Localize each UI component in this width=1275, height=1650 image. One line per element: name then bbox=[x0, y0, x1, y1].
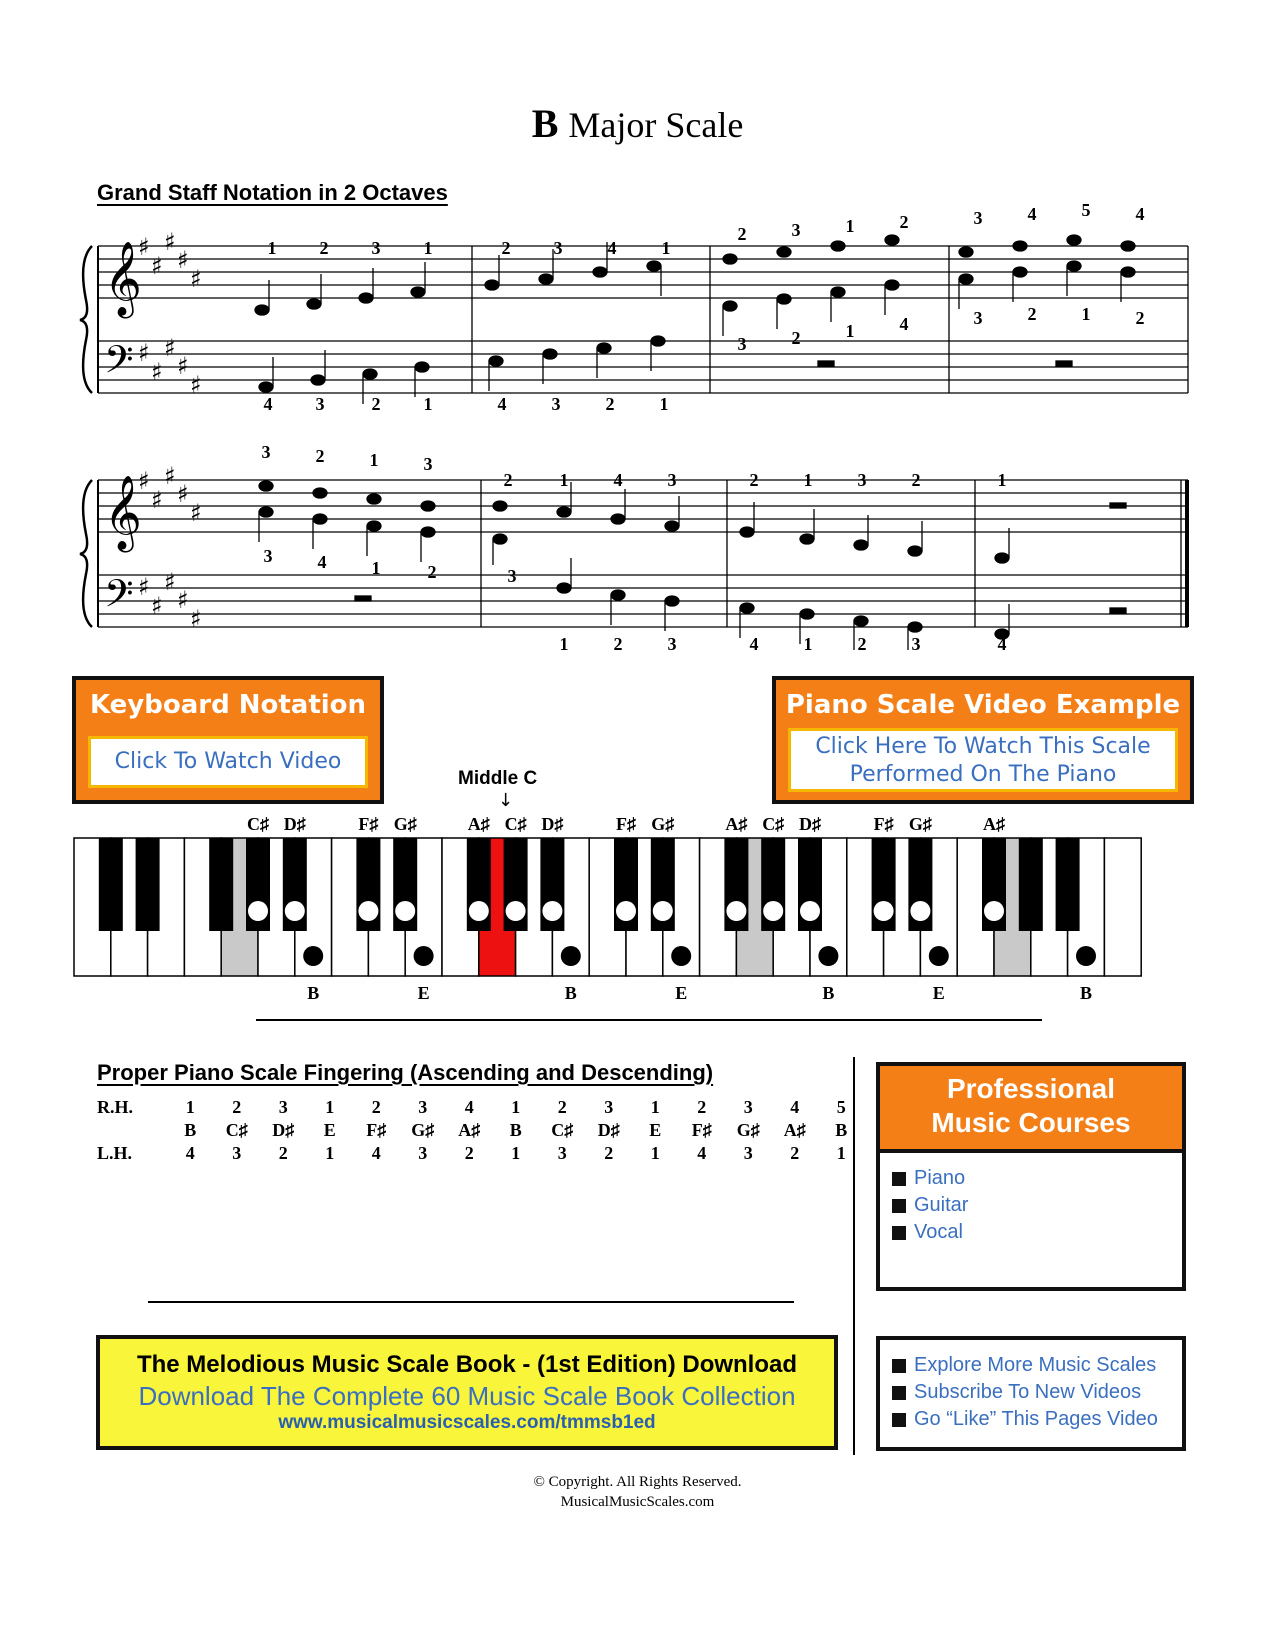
black-key bbox=[136, 838, 160, 931]
treble-clef-icon-2: 𝄞 bbox=[104, 476, 142, 550]
fingering-num: 3 bbox=[315, 394, 325, 414]
black-key-label: F♯ bbox=[358, 814, 379, 834]
svg-text:♯: ♯ bbox=[190, 605, 202, 633]
svg-text:♯: ♯ bbox=[138, 467, 150, 495]
fingering-num: 2 bbox=[1135, 308, 1145, 328]
rh-finger: 2 bbox=[557, 1097, 567, 1117]
video-example-box bbox=[772, 676, 1194, 804]
black-key-label: F♯ bbox=[616, 814, 636, 834]
site-name: MusicalMusicScales.com bbox=[560, 1494, 715, 1510]
scale-note: G♯ bbox=[736, 1120, 760, 1140]
scale-dot bbox=[542, 901, 562, 921]
piano-keyboard bbox=[0, 800, 1275, 1015]
rh-finger: 3 bbox=[418, 1097, 428, 1117]
watch-scale-performed-link[interactable] bbox=[788, 728, 1178, 792]
svg-text:♯: ♯ bbox=[164, 228, 176, 256]
black-key-label: F♯ bbox=[873, 814, 894, 834]
fingering-num: 3 bbox=[667, 470, 677, 490]
rh-finger: 1 bbox=[511, 1097, 521, 1117]
course-link-guitar[interactable]: Guitar bbox=[892, 1192, 1182, 1219]
svg-text:♯: ♯ bbox=[177, 246, 189, 274]
lh-finger: 4 bbox=[371, 1143, 381, 1163]
scale-dot bbox=[984, 901, 1004, 921]
fingering-table bbox=[97, 1096, 865, 1165]
white-keys bbox=[74, 838, 1141, 976]
black-key-label: D♯ bbox=[799, 814, 821, 834]
black-key bbox=[209, 838, 233, 931]
scale-dot bbox=[469, 901, 489, 921]
fingering-num: 2 bbox=[749, 470, 759, 490]
svg-text:♯: ♯ bbox=[164, 334, 176, 362]
fingering-num: 4 bbox=[749, 634, 759, 650]
scale-dot bbox=[671, 946, 691, 966]
fingering-num: 3 bbox=[507, 566, 517, 586]
book-url-link[interactable]: www.musicalmusicscales.com/tmmsb1ed bbox=[278, 1412, 656, 1433]
lh-row bbox=[97, 1142, 865, 1165]
scale-note: C♯ bbox=[225, 1120, 248, 1140]
scale-dot bbox=[763, 901, 783, 921]
course-link-piano[interactable]: Piano bbox=[892, 1165, 1182, 1192]
bass-clef-icon-2: 𝄢 bbox=[104, 571, 134, 625]
fingering-heading: Proper Piano Scale Fingering (Ascending and Descending) bbox=[97, 1060, 714, 1085]
key-signature-sharps bbox=[138, 228, 202, 633]
scale-dot bbox=[358, 901, 378, 921]
lh-finger: 1 bbox=[511, 1143, 521, 1163]
fingering-num: 1 bbox=[423, 238, 433, 258]
lh-finger: 1 bbox=[325, 1143, 335, 1163]
lh-finger: 2 bbox=[464, 1143, 474, 1163]
down-arrow-icon: ↓ bbox=[498, 790, 514, 811]
lh-finger: 3 bbox=[418, 1143, 428, 1163]
keyboard-notation-title: Keyboard Notation bbox=[89, 690, 367, 720]
fingering-num: 4 bbox=[899, 314, 909, 334]
fingering-num: 2 bbox=[501, 238, 511, 258]
white-key-label: B bbox=[1079, 983, 1093, 1003]
scale-note: A♯ bbox=[783, 1120, 806, 1140]
fingering-num: 3 bbox=[423, 454, 433, 474]
vertical-divider bbox=[853, 1057, 855, 1455]
fingering-num: 4 bbox=[613, 470, 623, 490]
fingering-num: 3 bbox=[911, 634, 921, 650]
scale-note: B bbox=[835, 1120, 848, 1140]
fingering-num: 1 bbox=[659, 394, 669, 414]
middle-c-label: Middle C bbox=[458, 768, 538, 789]
watch-scale-link-line1[interactable]: Click Here To Watch This Scale bbox=[815, 734, 1151, 759]
rh-finger: 3 bbox=[743, 1097, 753, 1117]
rh-finger: 2 bbox=[371, 1097, 381, 1117]
white-key-label: E bbox=[932, 983, 945, 1003]
white-key bbox=[1104, 838, 1141, 976]
square-bullet-icon bbox=[892, 1413, 906, 1427]
lh-finger: 1 bbox=[836, 1143, 846, 1163]
grand-staff-heading: Grand Staff Notation in 2 Octaves bbox=[97, 180, 448, 205]
white-key-label: B bbox=[307, 983, 320, 1003]
black-key-label: C♯ bbox=[504, 814, 527, 834]
fingering-num: 4 bbox=[263, 394, 273, 414]
scale-dot bbox=[285, 901, 305, 921]
fingering-num: 2 bbox=[737, 224, 747, 244]
scale-note: F♯ bbox=[691, 1120, 712, 1140]
rh-finger: 4 bbox=[790, 1097, 800, 1117]
fingering-num: 3 bbox=[263, 546, 273, 566]
lh-finger: 2 bbox=[604, 1143, 614, 1163]
fingering-num: 3 bbox=[553, 238, 563, 258]
system2-bass-staff bbox=[98, 575, 1188, 627]
white-key-label: E bbox=[417, 983, 430, 1003]
svg-text:♯: ♯ bbox=[151, 252, 163, 280]
fingering-num: 1 bbox=[371, 558, 381, 578]
scale-note: G♯ bbox=[411, 1120, 435, 1140]
scale-note: C♯ bbox=[551, 1120, 574, 1140]
lh-finger: 1 bbox=[650, 1143, 660, 1163]
scale-note: D♯ bbox=[272, 1120, 295, 1140]
scale-dot bbox=[616, 901, 636, 921]
fingering-num: 2 bbox=[605, 394, 615, 414]
lh-finger: 3 bbox=[232, 1143, 242, 1163]
svg-text:♯: ♯ bbox=[177, 480, 189, 508]
subscribe-videos-link[interactable]: Subscribe To New Videos bbox=[892, 1379, 1182, 1406]
black-key-label: C♯ bbox=[762, 814, 785, 834]
scale-note: F♯ bbox=[366, 1120, 387, 1140]
lh-label: L.H. bbox=[97, 1143, 133, 1163]
scale-dot bbox=[303, 946, 323, 966]
rh-row bbox=[97, 1096, 865, 1119]
fingering-num: 1 bbox=[423, 394, 433, 414]
fingering-num: 1 bbox=[803, 470, 813, 490]
rh-finger: 2 bbox=[232, 1097, 242, 1117]
fingering-num: 3 bbox=[973, 308, 983, 328]
rh-finger: 3 bbox=[278, 1097, 288, 1117]
click-to-watch-video-link[interactable] bbox=[88, 736, 368, 788]
click-to-watch-video-label[interactable]: Click To Watch Video bbox=[114, 749, 342, 774]
lh-finger: 4 bbox=[185, 1143, 195, 1163]
svg-text:♯: ♯ bbox=[151, 358, 163, 386]
fingering-num: 4 bbox=[1027, 204, 1037, 224]
scale-dot bbox=[874, 901, 894, 921]
copyright-text: © Copyright. All Rights Reserved. bbox=[533, 1474, 742, 1490]
fingering-num: 4 bbox=[997, 634, 1007, 650]
divider bbox=[148, 1301, 794, 1303]
fingering-num: 1 bbox=[267, 238, 277, 258]
square-bullet-icon bbox=[892, 1226, 906, 1240]
music-courses-box bbox=[876, 1062, 1186, 1291]
fingering-num: 2 bbox=[503, 470, 513, 490]
svg-text:♯: ♯ bbox=[151, 592, 163, 620]
notes-row bbox=[97, 1119, 865, 1142]
scale-dot bbox=[910, 901, 930, 921]
title-key: B bbox=[531, 101, 559, 146]
fingering-num: 1 bbox=[845, 321, 855, 341]
fingering-num: 1 bbox=[1081, 304, 1091, 324]
square-bullet-icon bbox=[892, 1172, 906, 1186]
scale-note: D♯ bbox=[597, 1120, 620, 1140]
svg-text:♯: ♯ bbox=[190, 265, 202, 293]
fingering-num: 1 bbox=[997, 470, 1007, 490]
fingering-num: 3 bbox=[791, 220, 801, 240]
title-text: Major Scale bbox=[568, 105, 744, 145]
fingering-num: 2 bbox=[857, 634, 867, 650]
fingering-num: 4 bbox=[1135, 204, 1145, 224]
svg-text:♯: ♯ bbox=[151, 486, 163, 514]
svg-text:♯: ♯ bbox=[177, 352, 189, 380]
fingering-num: 2 bbox=[319, 238, 329, 258]
fingering-num: 3 bbox=[973, 208, 983, 228]
book-title[interactable]: The Melodious Music Scale Book - (1st Edition) Download bbox=[136, 1351, 798, 1378]
black-key bbox=[99, 838, 123, 931]
lh-finger: 2 bbox=[278, 1143, 288, 1163]
scale-dot bbox=[818, 946, 838, 966]
music-courses-title-line2: Music Courses bbox=[931, 1107, 1131, 1138]
rh-finger: 3 bbox=[604, 1097, 614, 1117]
fingering-num: 3 bbox=[261, 442, 271, 462]
svg-text:♯: ♯ bbox=[138, 573, 150, 601]
scale-note: B bbox=[184, 1120, 197, 1140]
square-bullet-icon bbox=[892, 1386, 906, 1400]
treble-clef-icon: 𝄞 bbox=[104, 242, 142, 316]
rh-finger: 4 bbox=[464, 1097, 474, 1117]
black-key-label: D♯ bbox=[541, 814, 564, 834]
svg-text:♯: ♯ bbox=[164, 462, 176, 490]
bass-clef-icon: 𝄢 bbox=[104, 337, 134, 391]
fingering-num: 1 bbox=[845, 216, 855, 236]
fingering-num: 2 bbox=[1027, 304, 1037, 324]
footer bbox=[0, 1472, 1275, 1512]
black-key-label: A♯ bbox=[983, 814, 1005, 834]
fingering-num: 5 bbox=[1081, 200, 1091, 220]
explore-scales-link[interactable]: Explore More Music Scales bbox=[892, 1352, 1182, 1379]
scale-dot bbox=[395, 901, 415, 921]
like-video-link[interactable]: Go “Like” This Pages Video bbox=[892, 1406, 1182, 1433]
black-key-label: G♯ bbox=[393, 814, 417, 834]
svg-text:♯: ♯ bbox=[138, 339, 150, 367]
black-key-label: A♯ bbox=[467, 814, 490, 834]
lh-finger: 4 bbox=[697, 1143, 707, 1163]
divider bbox=[256, 1019, 1042, 1021]
fingering-num: 2 bbox=[911, 470, 921, 490]
scale-dot bbox=[561, 946, 581, 966]
fingering-num: 2 bbox=[371, 394, 381, 414]
scale-dot bbox=[414, 946, 434, 966]
fingering-num: 1 bbox=[559, 634, 569, 650]
fingering-num: 1 bbox=[803, 634, 813, 650]
fingering-num: 2 bbox=[899, 212, 909, 232]
black-key-label: G♯ bbox=[908, 814, 932, 834]
black-key bbox=[1019, 838, 1043, 931]
music-courses-title bbox=[880, 1066, 1182, 1153]
svg-text:♯: ♯ bbox=[138, 233, 150, 261]
fingering-num: 3 bbox=[737, 334, 747, 354]
black-key-label: C♯ bbox=[247, 814, 269, 834]
svg-text:♯: ♯ bbox=[164, 568, 176, 596]
square-bullet-icon bbox=[892, 1199, 906, 1213]
rh-finger: 5 bbox=[836, 1097, 846, 1117]
fingering-num: 3 bbox=[857, 470, 867, 490]
scale-dot bbox=[506, 901, 526, 921]
fingering-num: 3 bbox=[551, 394, 561, 414]
svg-text:♯: ♯ bbox=[190, 499, 202, 527]
fingering-num: 4 bbox=[607, 238, 617, 258]
video-example-title: Piano Scale Video Example bbox=[785, 690, 1181, 720]
fingering-num: 1 bbox=[559, 470, 569, 490]
rh-label: R.H. bbox=[97, 1097, 133, 1117]
scale-dot bbox=[653, 901, 673, 921]
scale-dot bbox=[1076, 946, 1096, 966]
fingering-num: 3 bbox=[667, 634, 677, 650]
fingering-num: 1 bbox=[661, 238, 671, 258]
black-key bbox=[1056, 838, 1080, 931]
book-download-banner[interactable] bbox=[96, 1335, 838, 1450]
lh-finger: 2 bbox=[790, 1143, 800, 1163]
fingering-num: 3 bbox=[371, 238, 381, 258]
book-collection-link[interactable]: Download The Complete 60 Music Scale Book Collection bbox=[138, 1381, 796, 1411]
white-key-label: B bbox=[822, 983, 835, 1003]
white-key-label: E bbox=[675, 983, 688, 1003]
fingering-num: 2 bbox=[791, 328, 801, 348]
system1-notes bbox=[255, 235, 1135, 404]
scale-note: E bbox=[323, 1120, 336, 1140]
scale-dot bbox=[929, 946, 949, 966]
watch-scale-link-line2[interactable]: Performed On The Piano bbox=[849, 762, 1117, 787]
black-key-label: D♯ bbox=[283, 814, 306, 834]
fingering-num: 2 bbox=[315, 446, 325, 466]
white-key-label: B bbox=[564, 983, 577, 1003]
rh-finger: 2 bbox=[697, 1097, 707, 1117]
scale-dot bbox=[726, 901, 746, 921]
fingering-num: 4 bbox=[317, 552, 327, 572]
fingering-num: 2 bbox=[613, 634, 623, 650]
rh-finger: 1 bbox=[650, 1097, 660, 1117]
music-courses-title-line1: Professional bbox=[946, 1073, 1116, 1104]
fingering-num: 4 bbox=[497, 394, 507, 414]
square-bullet-icon bbox=[892, 1359, 906, 1373]
scale-dot bbox=[800, 901, 820, 921]
scale-dot bbox=[248, 901, 268, 921]
rh-finger: 1 bbox=[185, 1097, 195, 1117]
rh-finger: 1 bbox=[325, 1097, 335, 1117]
course-link-vocal[interactable]: Vocal bbox=[892, 1219, 1182, 1246]
keyboard-notation-box bbox=[72, 676, 384, 804]
lh-finger: 3 bbox=[557, 1143, 567, 1163]
black-key-label: G♯ bbox=[651, 814, 675, 834]
black-key-label: A♯ bbox=[725, 814, 748, 834]
more-links-box bbox=[876, 1336, 1186, 1451]
scale-note: A♯ bbox=[458, 1120, 481, 1140]
lh-finger: 3 bbox=[743, 1143, 753, 1163]
fingering-num: 1 bbox=[369, 450, 379, 470]
scale-note: E bbox=[649, 1120, 662, 1140]
svg-text:♯: ♯ bbox=[190, 371, 202, 399]
grand-staff-notation bbox=[0, 0, 1275, 650]
fingering-num: 2 bbox=[427, 562, 437, 582]
svg-text:♯: ♯ bbox=[177, 586, 189, 614]
scale-note: B bbox=[509, 1120, 522, 1140]
